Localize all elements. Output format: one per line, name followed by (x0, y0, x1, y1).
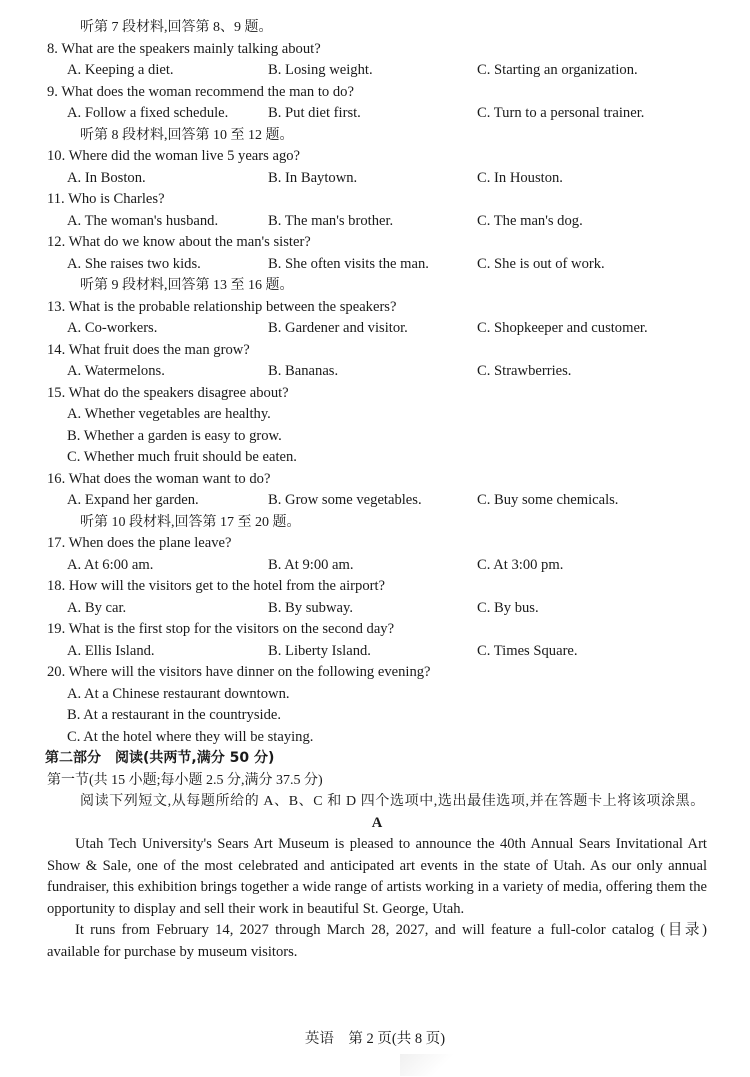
question-stem: 10. Where did the woman live 5 years ago? (47, 148, 301, 164)
passage-paragraph: Utah Tech University's Sears Art Museum is pleased to announce the 40th Annual Sears Invitational Art Show & Sale, one of the most celebrated and anticipated art events in the state of Utah. As our only annual fundraiser, this exhibition brings together a wide range of artists working in a variety of media, offering them the opportunity to display and sell their work in beautiful St. George, Utah. (47, 836, 707, 917)
answer-option: B. She often visits the man. (268, 255, 429, 272)
answer-option: A. At 6:00 am. (67, 556, 154, 573)
answer-option: B. Gardener and visitor. (268, 320, 408, 336)
question-stem: 20. Where will the visitors have dinner on the following evening? (47, 664, 431, 680)
answer-option: B. Whether a garden is easy to grow. (67, 427, 282, 444)
answer-option: A. Ellis Island. (67, 642, 155, 659)
listening-section-header: 听第 10 段材料,回答第 17 至 20 题。 (80, 514, 301, 530)
answer-option: C. Starting an organization. (477, 62, 638, 78)
answer-option: A. Co-workers. (67, 320, 158, 336)
answer-option: A. The woman's husband. (67, 212, 219, 229)
answer-option: C. Buy some chemicals. (477, 492, 619, 508)
answer-option: C. Turn to a personal trainer. (477, 105, 645, 121)
question-stem: 14. What fruit does the man grow? (47, 341, 250, 358)
options-row (47, 168, 707, 190)
answer-option: B. Grow some vegetables. (268, 492, 422, 508)
answer-option: C. Shopkeeper and customer. (477, 320, 648, 336)
passage-label: A (371, 814, 383, 831)
options-row (47, 361, 707, 383)
answer-option: B. In Baytown. (268, 169, 358, 186)
answer-option: B. Liberty Island. (268, 642, 371, 659)
section-title: 第一节(共 15 小题;每小题 2.5 分,满分 37.5 分) (47, 772, 323, 788)
options-row (47, 641, 707, 663)
options-row (47, 555, 707, 577)
answer-option: B. By subway. (268, 599, 353, 616)
answer-option: A. At a Chinese restaurant downtown. (67, 685, 290, 702)
answer-option: A. By car. (67, 599, 127, 616)
answer-option: B. The man's brother. (268, 212, 394, 229)
answer-option: C. She is out of work. (477, 255, 605, 272)
options-row (47, 60, 707, 82)
passage-paragraph: It runs from February 14, 2027 through March 28, 2027, and will feature a full-color catalog (目录) available for purchase by museum visitors. (47, 922, 707, 960)
page-footer: 英语 第 2 页(共 8 页) (304, 1031, 446, 1047)
exam-page-content (47, 17, 707, 963)
question-stem: 19. What is the first stop for the visitors on the second day? (47, 621, 395, 637)
answer-option: C. Strawberries. (477, 363, 572, 379)
answer-option: C. By bus. (477, 599, 539, 616)
answer-option: C. Times Square. (477, 642, 578, 659)
options-row (47, 211, 707, 233)
answer-option: A. She raises two kids. (67, 255, 201, 272)
answer-option: C. Whether much fruit should be eaten. (67, 449, 297, 465)
options-row (47, 598, 707, 620)
answer-option: B. Losing weight. (268, 62, 373, 78)
listening-section-header: 听第 8 段材料,回答第 10 至 12 题。 (80, 127, 294, 143)
answer-option: C. The man's dog. (477, 212, 583, 229)
answer-option: B. Bananas. (268, 363, 339, 379)
listening-section-header: 听第 7 段材料,回答第 8、9 题。 (80, 20, 273, 35)
answer-option: B. At a restaurant in the countryside. (67, 707, 281, 723)
question-stem: 18. How will the visitors get to the hotel from the airport? (47, 578, 386, 594)
part-title: 第二部分 阅读(共两节,满分 50 分) (45, 750, 275, 766)
question-stem: 15. What do the speakers disagree about? (47, 384, 289, 401)
question-stem: 9. What does the woman recommend the man to do? (47, 83, 354, 100)
options-row (47, 103, 707, 125)
options-row (47, 254, 707, 276)
answer-option: C. At the hotel where they will be staying. (67, 728, 314, 745)
question-stem: 16. What does the woman want to do? (47, 470, 271, 487)
instructions: 阅读下列短文,从每题所给的 A、B、C 和 D 四个选项中,选出最佳选项,并在答题卡上将该项涂黑。 (80, 794, 705, 809)
question-stem: 8. What are the speakers mainly talking about? (47, 40, 321, 57)
question-stem: 13. What is the probable relationship between the speakers? (47, 298, 397, 315)
answer-option: A. Expand her garden. (67, 492, 199, 508)
question-stem: 11. Who is Charles? (47, 191, 165, 207)
answer-option: A. Watermelons. (67, 363, 165, 379)
answer-option: B. Put diet first. (268, 105, 361, 121)
options-row (47, 490, 707, 512)
question-stem: 17. When does the plane leave? (47, 535, 232, 551)
listening-questions (47, 17, 707, 748)
answer-option: A. Whether vegetables are healthy. (67, 406, 271, 422)
question-stem: 12. What do we know about the man's sister? (47, 234, 311, 250)
answer-option: A. Keeping a diet. (67, 62, 174, 78)
listening-section-header: 听第 9 段材料,回答第 13 至 16 题。 (80, 278, 294, 293)
answer-option: C. In Houston. (477, 169, 563, 186)
answer-option: C. At 3:00 pm. (477, 556, 564, 573)
options-row (47, 318, 707, 340)
page-curl-shadow (400, 1054, 470, 1076)
answer-option: B. At 9:00 am. (268, 556, 354, 573)
answer-option: A. In Boston. (67, 169, 146, 186)
answer-option: A. Follow a fixed schedule. (67, 105, 229, 121)
